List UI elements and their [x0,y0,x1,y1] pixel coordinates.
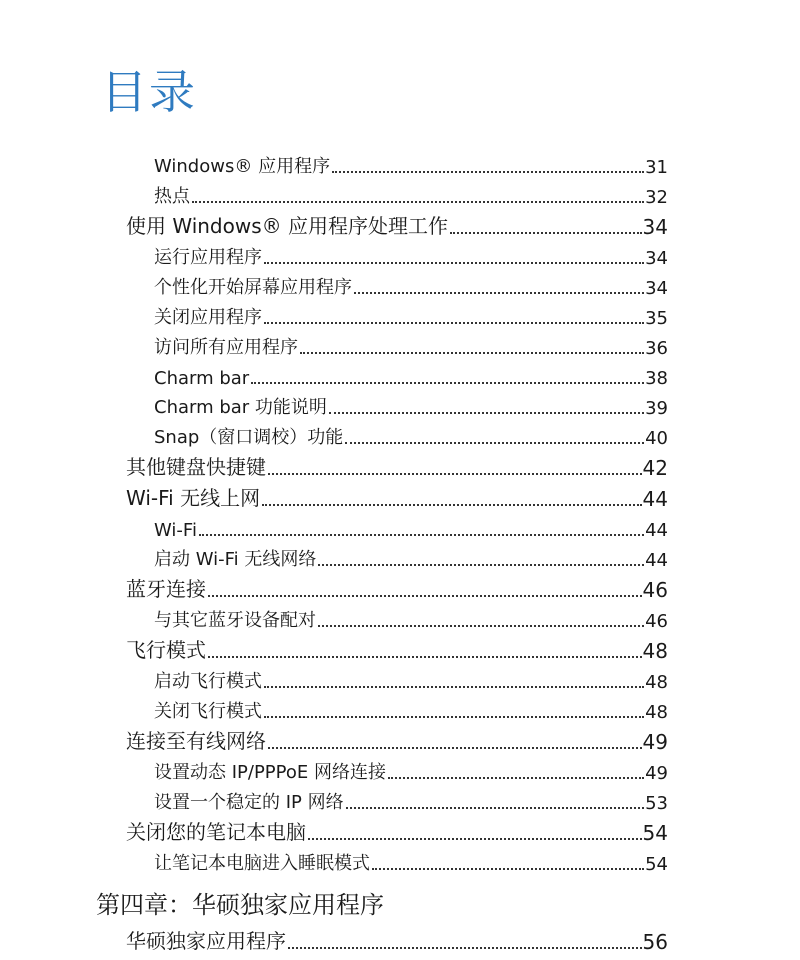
dot-leader [318,564,644,566]
toc-entry[interactable] [0,544,668,574]
toc-entry[interactable] [0,151,668,181]
toc-entry[interactable] [0,332,668,362]
toc-entry-page: 38 [645,368,668,389]
dot-leader [264,322,644,324]
toc-entry-label: Wi-Fi 无线上网 [126,486,261,510]
toc-entry-label: 飞行模式 [126,638,206,662]
toc-entry-label: 访问所有应用程序 [154,337,298,358]
toc-entry-page: 48 [645,672,668,693]
dot-leader [262,504,641,506]
toc-entry-label: 与其它蓝牙设备配对 [154,610,316,631]
toc-entry[interactable] [0,574,668,605]
toc-entry[interactable] [0,211,668,242]
toc-entry-page: 46 [645,611,668,632]
dot-leader [345,442,644,444]
toc-entry-label: Charm bar 功能说明 [154,397,327,418]
toc-entry[interactable] [0,514,668,544]
toc-entry-label: 连接至有线网络 [126,729,266,753]
dot-leader [329,412,644,414]
toc-entry-label: 设置一个稳定的 IP 网络 [154,792,344,813]
toc-entry-page: 49 [642,730,668,754]
toc-entry-label: 蓝牙连接 [126,577,206,601]
toc-entry-page: 32 [645,187,668,208]
toc-entry[interactable] [0,452,668,483]
dot-leader [208,595,642,597]
toc-entry-page: 44 [642,487,668,511]
toc-entry-page: 53 [645,793,668,814]
toc-entry-label: 关闭您的笔记本电脑 [126,820,306,844]
dot-leader [354,292,644,294]
toc-entry-page: 34 [645,278,668,299]
toc-entry-label: 关闭应用程序 [154,307,262,328]
toc-entry-page: 54 [642,821,668,845]
toc-entry[interactable] [0,787,668,817]
toc-entry-page: 48 [642,639,668,663]
chapter-heading: 第四章：华硕独家应用程序 [96,891,384,919]
toc-entry[interactable] [0,483,668,514]
toc-entry[interactable] [0,817,668,848]
toc-entry-page: 34 [645,248,668,269]
toc-entry[interactable] [0,757,668,787]
toc-entry[interactable] [0,726,668,757]
dot-leader [268,747,642,749]
dot-leader [264,262,644,264]
toc-entry[interactable] [0,605,668,635]
dot-leader [268,473,642,475]
toc-entry[interactable] [0,302,668,332]
toc-entry-label: Snap（窗口调校）功能 [154,427,344,448]
toc-entry-label: 使用 Windows® 应用程序处理工作 [126,214,448,238]
dot-leader [251,382,644,384]
toc-entry-page: 44 [645,520,668,541]
toc-entry-page: 54 [645,854,668,875]
toc-entry-label: 华硕独家应用程序 [126,929,286,953]
dot-leader [318,625,644,627]
toc-entry-page: 42 [642,456,668,480]
dot-leader [388,777,644,779]
toc-entry-label: 启动飞行模式 [154,671,262,692]
toc-entry[interactable] [0,242,668,272]
toc-entry-label: 热点 [154,186,190,207]
toc-entry-label: 运行应用程序 [154,247,262,268]
dot-leader [264,686,644,688]
toc-entry-label: 启动 Wi-Fi 无线网络 [154,549,317,570]
toc-entry[interactable] [0,666,668,696]
dot-leader [199,534,644,536]
dot-leader [300,352,644,354]
dot-leader [208,656,642,658]
toc-entry-page: 35 [645,308,668,329]
toc-entry-label: 关闭飞行模式 [154,701,262,722]
toc-entry-label: 设置动态 IP/PPPoE 网络连接 [154,762,386,783]
toc-entry[interactable] [0,181,668,211]
toc-entry-label: 让笔记本电脑进入睡眠模式 [154,853,370,874]
toc-entry-page: 48 [645,702,668,723]
toc-entry-label: Wi-Fi [154,520,197,541]
toc-entry-page: 36 [645,338,668,359]
toc-entry-page: 39 [645,398,668,419]
dot-leader [346,807,644,809]
dot-leader [450,232,642,234]
toc-entry-page: 44 [645,550,668,571]
toc-entry[interactable] [0,392,668,422]
dot-leader [372,868,644,870]
toc-entry[interactable] [0,696,668,726]
toc-entry-label: 其他键盘快捷键 [126,455,266,479]
dot-leader [308,838,642,840]
toc-entry-label: Charm bar [154,368,250,389]
toc-entry-label: 个性化开始屏幕应用程序 [154,277,352,298]
toc-entry-page: 56 [642,930,668,954]
toc-entry[interactable] [0,362,668,392]
toc-entry[interactable] [0,635,668,666]
dot-leader [264,716,644,718]
toc-entry-page: 49 [645,763,668,784]
toc-entry[interactable] [0,272,668,302]
dot-leader [288,947,642,949]
toc-entry-page: 46 [642,578,668,602]
toc-entry-label: Windows® 应用程序 [154,156,331,177]
toc-entry[interactable] [0,422,668,452]
toc-entry-page: 31 [645,157,668,178]
table-of-contents [0,151,800,957]
dot-leader [192,201,644,203]
toc-entry[interactable] [0,848,668,878]
toc-entry[interactable] [0,926,668,957]
toc-entry-page: 40 [645,428,668,449]
dot-leader [332,171,644,173]
toc-entry-page: 34 [642,215,668,239]
page-title: 目录 [101,65,197,119]
